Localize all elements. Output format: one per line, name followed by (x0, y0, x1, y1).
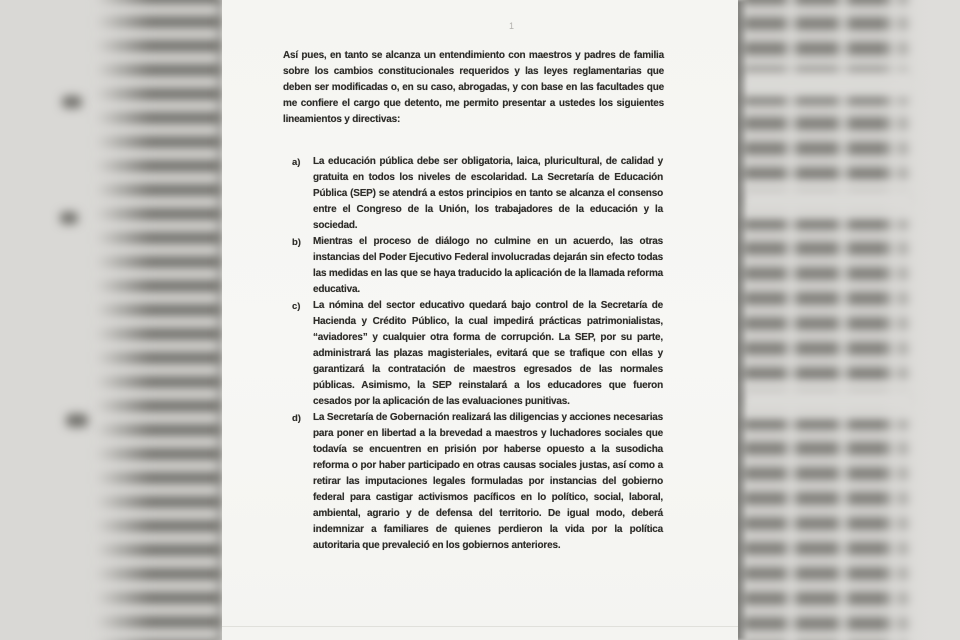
item-marker: a) (292, 156, 301, 168)
item-text: Mientras el proceso de diálogo no culmine en un acuerdo, las otras instancias del Poder Ejecutivo Federal involucradas dejarán sin efecto todas las medidas en las que se haya traducido la aplicación de la llamada reforma educativa. (313, 236, 663, 295)
document-page (222, 0, 738, 640)
blurred-backdrop-right (738, 0, 960, 640)
blurred-text-lines-left (95, 0, 221, 640)
item-marker: b) (292, 236, 301, 248)
list-item (292, 234, 663, 298)
item-text: La educación pública debe ser obligatoria, laica, pluricultural, de calidad y gratuita en todos los niveles de escolaridad. La Secretaría de Educación Pública (SEP) se atendrá a estos principios en tanto se alcanza el consenso entre el Congreso de la Unión, los trabajadores de la educación y la sociedad. (313, 156, 663, 231)
list-item (292, 298, 663, 410)
page-shadow-left (210, 0, 222, 640)
item-text: La Secretaría de Gobernación realizará las diligencias y acciones necesarias para poner en libertad a la brevedad a maestros y luchadores sociales que todavía se encuentren en prisión por haberse opuesto a la susodicha reforma o por haber participado en otras causas sociales justas, así como a retirar las imputaciones legales formuladas por instancias del gobierno federal para castigar activismos pacíficos en lo político, social, laboral, ambiental, agrario y de defensa del territorio. De igual modo, deberá indemnizar a familiares de quienes perdieron la vida por la política autoritaria que prevaleció en los gobiernos anteriores. (313, 412, 663, 551)
backdrop-fade (878, 0, 960, 640)
item-marker: d) (292, 412, 301, 424)
blurred-list-marker (62, 96, 82, 108)
intro-paragraph: Así pues, en tanto se alcanza un entendimiento con maestros y padres de familia sobre los cambios constitucionales requeridos y las leyes reglamentarias que deben ser modificadas o, en su caso, abrogadas, y con base en las facultades que me confiere el cargo que detento, me permito presentar a ustedes los siguientes lineamientos y directivas: (283, 50, 664, 125)
item-marker: c) (292, 300, 301, 312)
blurred-list-marker (60, 212, 78, 224)
blurred-backdrop-left (0, 0, 222, 640)
list-item (292, 410, 663, 554)
blurred-list-marker (66, 414, 88, 427)
directives-list (292, 154, 663, 554)
item-text: La nómina del sector educativo quedará bajo control de la Secretaría de Hacienda y Crédito Público, la cual impedirá prácticas patrimonialistas, “aviadores” y cualquier otra forma de corrupción. La SEP, por su parte, administrará las plazas magisteriales, evitará que se trafique con ellas y garantizará la contratación de maestros egresados de las normales públicas. Asimismo, la SEP reinstalará a los educadores que fueron cesados por la aplicación de las evaluaciones punitivas. (313, 300, 663, 407)
page-number: 1 (509, 21, 515, 31)
page-crease-line (222, 626, 738, 627)
list-item (292, 154, 663, 234)
